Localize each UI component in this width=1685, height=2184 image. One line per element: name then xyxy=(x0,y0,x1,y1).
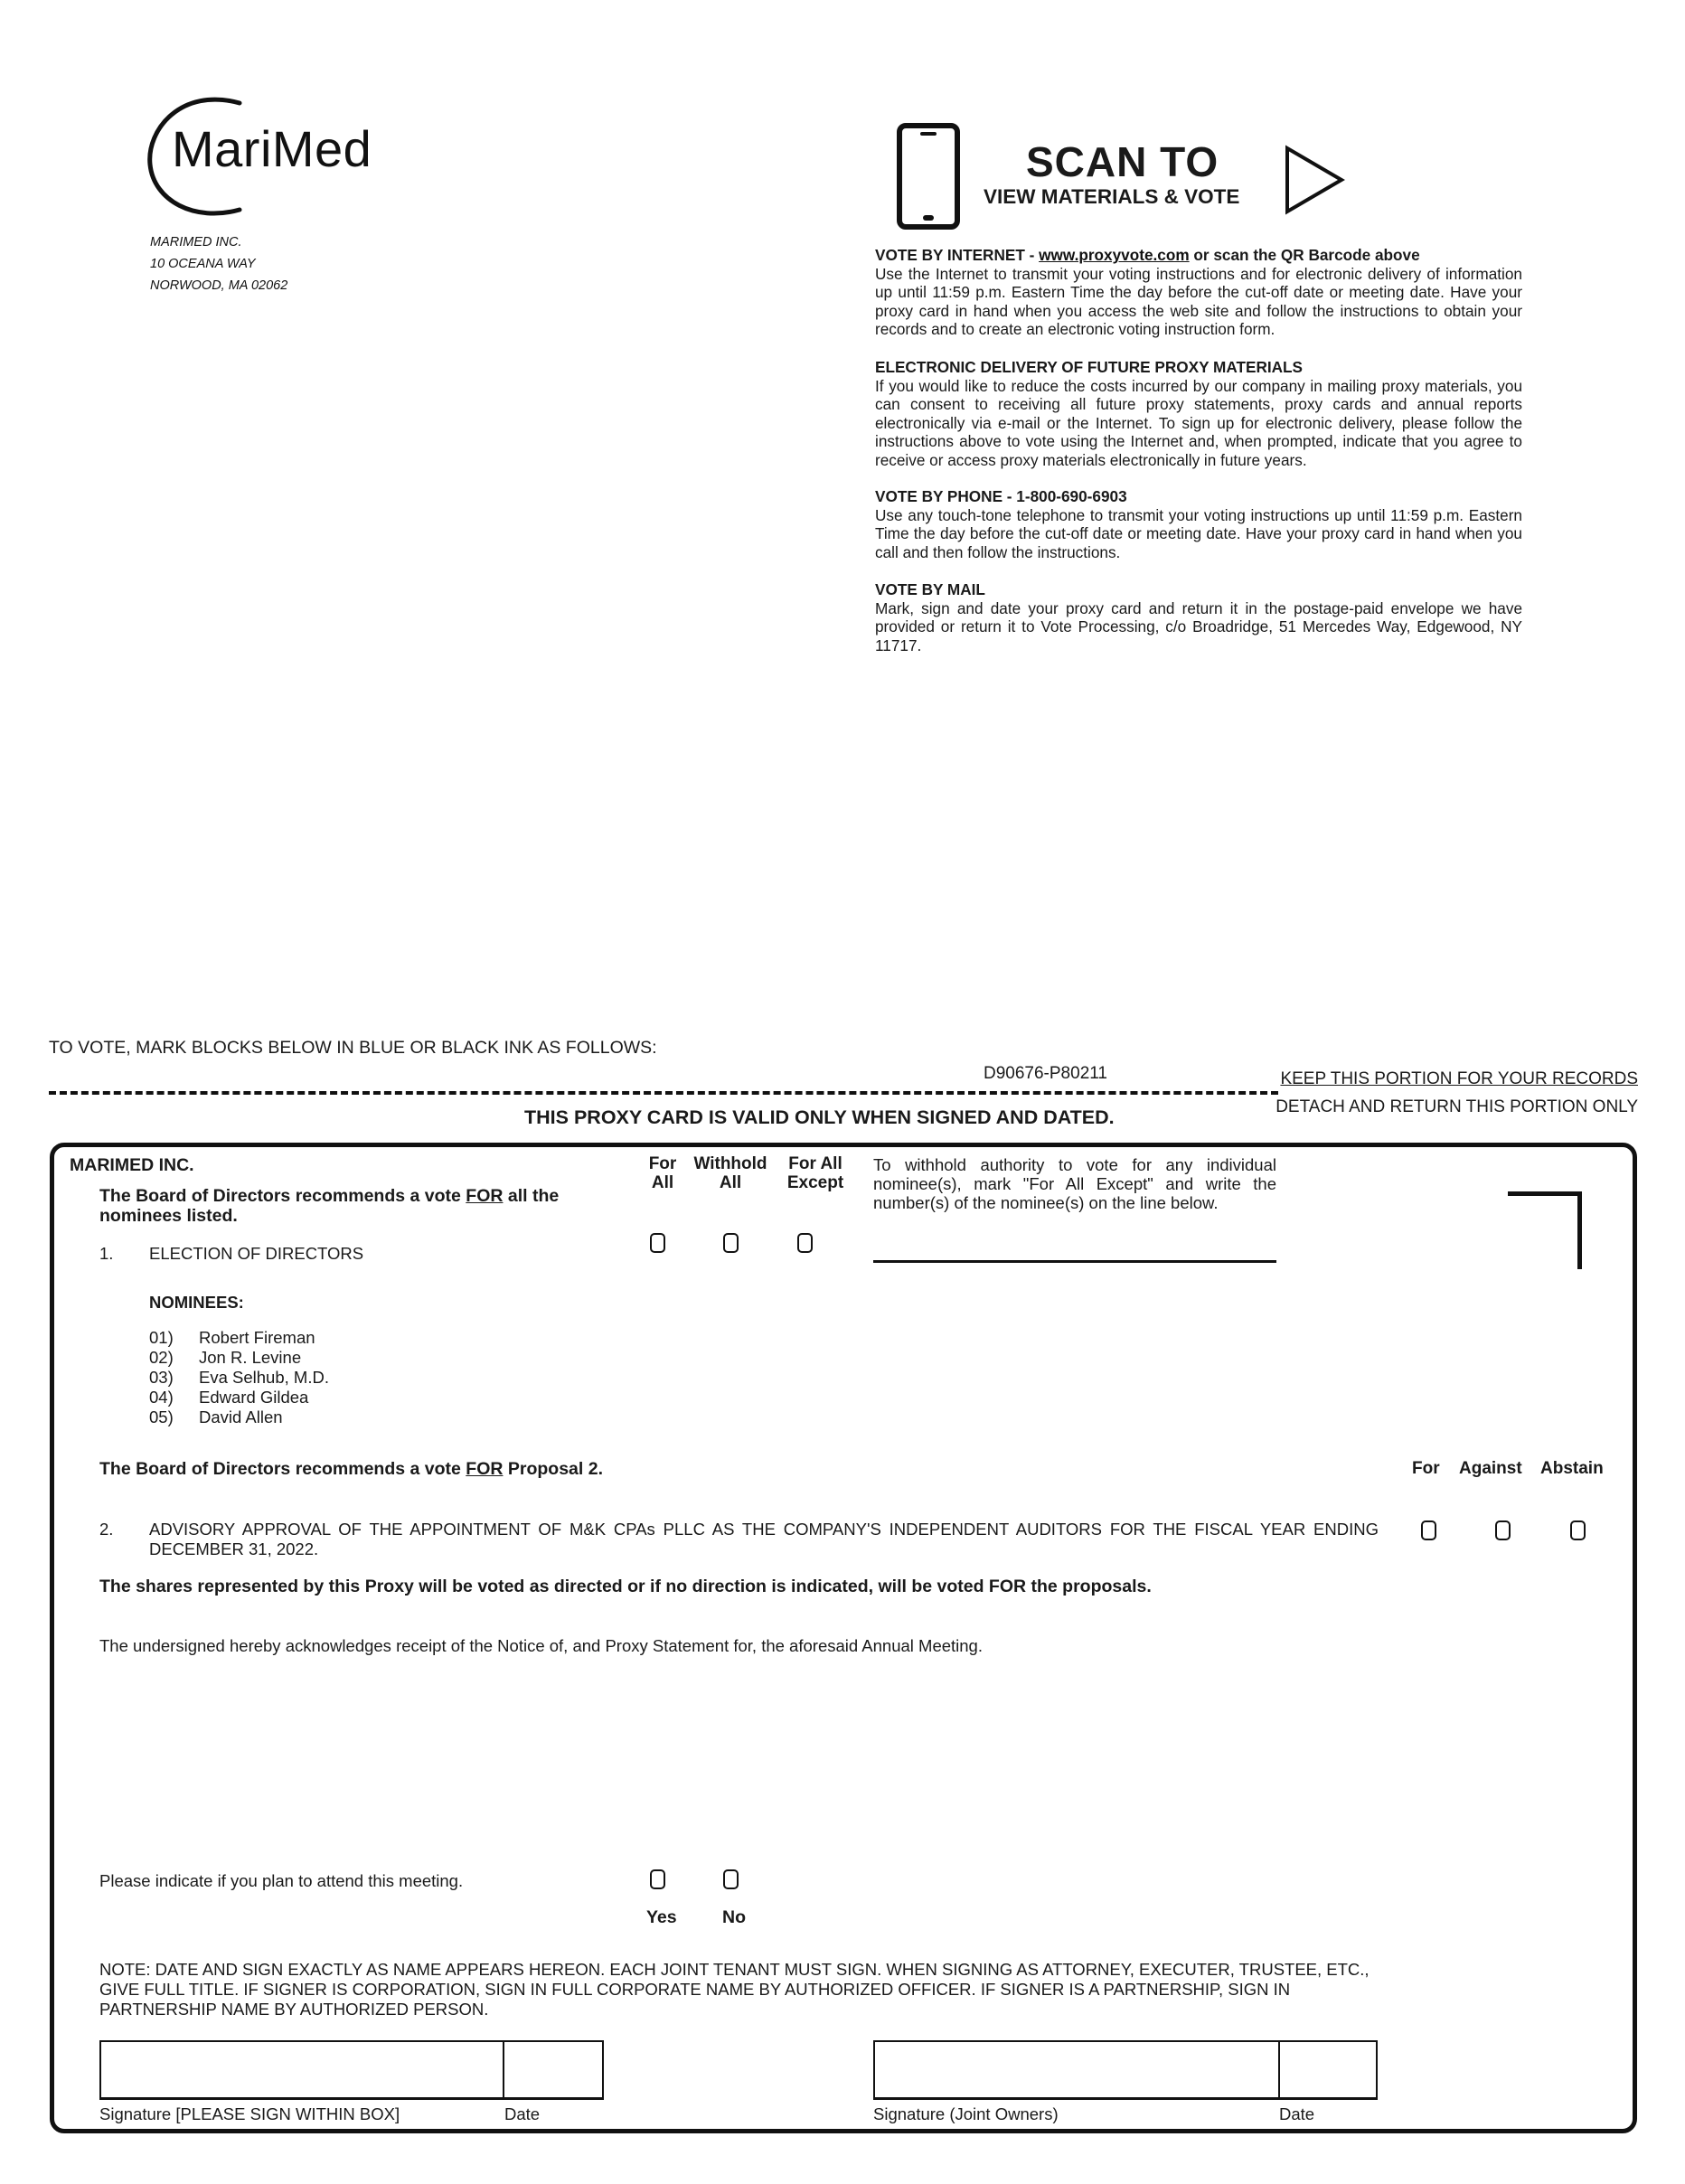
detach-portion-label: DETACH AND RETURN THIS PORTION ONLY xyxy=(1276,1097,1638,1116)
for-all-checkbox[interactable] xyxy=(650,1233,665,1253)
col-for-all-except: For All Except xyxy=(786,1154,844,1192)
signing-note: NOTE: DATE AND SIGN EXACTLY AS NAME APPEARS HEREON. EACH JOINT TENANT MUST SIGN. WHEN SIGNING AS ATTORNEY, EXECUTER, TRUSTEE, ETC., GIVE FULL TITLE. IF SIGNER IS CORPORATION, SIGN IN FULL CORPORATE NAME BY AUTHORIZED OFFICER. IF SIGNER IS A PARTNERSHIP, SIGN IN PARTNERSHIP NAME BY AUTHORIZED PERSON. xyxy=(99,1960,1370,2019)
play-arrow-icon xyxy=(1282,145,1347,215)
col-for-all: For All xyxy=(648,1154,677,1192)
nominee-item: 04) Edward Gildea xyxy=(149,1388,309,1407)
electronic-delivery-body: If you would like to reduce the costs incurred by our company in mailing proxy materials, you can consent to receiving all future proxy statements, proxy cards and annual reports electronically via e-mail or the Internet. To sign up for electronic delivery, please follow the instructions above to vote using the Internet and, when prompted, indicate that you agree to receive or access proxy materials electronically in future years. xyxy=(875,376,1522,469)
attend-yes-checkbox[interactable] xyxy=(650,1869,665,1889)
vote-mail-body: Mark, sign and date your proxy card and return it in the postage-paid envelope we have provided or return it to Vote Processing, c/o Broadridge, 51 Mercedes Way, Edgewood, NY 11717. xyxy=(875,598,1522,654)
electronic-delivery-section xyxy=(875,358,1522,469)
joint-signature-box[interactable] xyxy=(873,2040,1280,2100)
board-recommendation-1: The Board of Directors recommends a vote FOR all the nominees listed. xyxy=(99,1186,560,1226)
vote-by-mail-section xyxy=(875,580,1522,654)
address-line-2: 10 OCEANA WAY xyxy=(150,257,256,271)
col-abstain: Abstain xyxy=(1540,1459,1604,1478)
signature-label: Signature [PLEASE SIGN WITHIN BOX] xyxy=(99,2104,400,2123)
address-line-3: NORWOOD, MA 02062 xyxy=(150,278,288,293)
attend-question: Please indicate if you plan to attend this meeting. xyxy=(99,1871,464,1890)
col-against: Against xyxy=(1459,1459,1522,1478)
proposal-2-abstain-checkbox[interactable] xyxy=(1570,1520,1586,1540)
vote-internet-body: Use the Internet to transmit your voting instructions and for electronic delivery of information up until 11:59 p.m. Eastern Time the day before the cut-off date or meeting date. Have your proxy card in hand when you access the web site and follow the instructions to obtain your records and to create an electronic voting instruction form. xyxy=(875,264,1522,338)
attend-yes-label: Yes xyxy=(646,1907,677,1927)
nominee-exception-line[interactable] xyxy=(873,1260,1276,1263)
shares-statement: The shares represented by this Proxy will be voted as directed or if no direction is indicated, will be voted FOR the proposals. xyxy=(99,1577,1152,1596)
job-code: D90676-P80211 xyxy=(984,1064,1107,1083)
date-box[interactable] xyxy=(503,2040,604,2100)
joint-date-label: Date xyxy=(1279,2104,1315,2123)
item-2-number: 2. xyxy=(99,1520,114,1539)
scan-to-heading: SCAN TO xyxy=(1026,138,1219,185)
address-line-1: MARIMED INC. xyxy=(150,235,242,249)
item-2-text: ADVISORY APPROVAL OF THE APPOINTMENT OF M&K CPAs PLLC AS THE COMPANY'S INDEPENDENT AUDITORS FOR THE FISCAL YEAR ENDING DECEMBER 31, 2022. xyxy=(149,1520,1379,1558)
nominee-item: 02) Jon R. Levine xyxy=(149,1348,302,1367)
keep-portion-label: KEEP THIS PORTION FOR YOUR RECORDS xyxy=(1280,1069,1638,1088)
vote-by-phone-section xyxy=(875,487,1522,561)
smartphone-icon xyxy=(897,123,960,230)
nominee-item: 05) David Allen xyxy=(149,1407,283,1426)
joint-signature-label: Signature (Joint Owners) xyxy=(873,2104,1059,2123)
valid-notice: THIS PROXY CARD IS VALID ONLY WHEN SIGNED AND DATED. xyxy=(524,1106,1115,1128)
date-label: Date xyxy=(504,2104,541,2123)
item-1-label: ELECTION OF DIRECTORS xyxy=(149,1244,364,1263)
col-withhold-all: Withhold All xyxy=(693,1154,767,1192)
acknowledge-statement: The undersigned hereby acknowledges receipt of the Notice of, and Proxy Statement for, the aforesaid Annual Meeting. xyxy=(99,1636,983,1655)
vote-phone-heading: VOTE BY PHONE - 1-800-690-6903 xyxy=(875,487,1127,505)
vote-phone-body: Use any touch-tone telephone to transmit your voting instructions up until 11:59 p.m. Eastern Time the day before the cut-off date or meeting date. Have your proxy card in hand when you call and then follow the instructions. xyxy=(875,505,1522,561)
nominee-item: 03) Eva Selhub, M.D. xyxy=(149,1368,329,1387)
vote-mail-heading: VOTE BY MAIL xyxy=(875,580,985,598)
mark-instruction: TO VOTE, MARK BLOCKS BELOW IN BLUE OR BLACK INK AS FOLLOWS: xyxy=(49,1038,657,1058)
vote-internet-heading: VOTE BY INTERNET - www.proxyvote.com or scan the QR Barcode above xyxy=(875,246,1420,264)
marimed-logo: MariMed xyxy=(172,120,372,177)
card-company-name: MARIMED INC. xyxy=(70,1155,194,1175)
withhold-all-checkbox[interactable] xyxy=(723,1233,739,1253)
proxyvote-link[interactable]: www.proxyvote.com xyxy=(1039,246,1190,264)
nominee-list xyxy=(149,1328,329,1427)
attend-no-label: No xyxy=(722,1907,746,1927)
corner-registration-mark xyxy=(1508,1191,1582,1269)
nominee-item: 01) Robert Fireman xyxy=(149,1328,315,1347)
signature-box[interactable] xyxy=(99,2040,504,2100)
attend-no-checkbox[interactable] xyxy=(723,1869,739,1889)
item-1-number: 1. xyxy=(99,1244,114,1263)
electronic-delivery-heading: ELECTRONIC DELIVERY OF FUTURE PROXY MATERIALS xyxy=(875,358,1304,376)
view-materials-heading: VIEW MATERIALS & VOTE xyxy=(984,185,1240,208)
for-all-except-checkbox[interactable] xyxy=(797,1233,813,1253)
joint-date-box[interactable] xyxy=(1278,2040,1378,2100)
detach-dashed-line xyxy=(49,1091,1278,1095)
col-for: For xyxy=(1412,1459,1440,1478)
withhold-instructions: To withhold authority to vote for any individual nominee(s), mark "For All Except" and write the number(s) of the nominee(s) on the line below. xyxy=(873,1155,1276,1212)
vote-by-internet-section xyxy=(875,246,1522,339)
proposal-2-against-checkbox[interactable] xyxy=(1495,1520,1511,1540)
nominees-heading: NOMINEES: xyxy=(149,1293,244,1312)
board-recommendation-2: The Board of Directors recommends a vote FOR Proposal 2. xyxy=(99,1459,603,1479)
proposal-2-for-checkbox[interactable] xyxy=(1421,1520,1436,1540)
